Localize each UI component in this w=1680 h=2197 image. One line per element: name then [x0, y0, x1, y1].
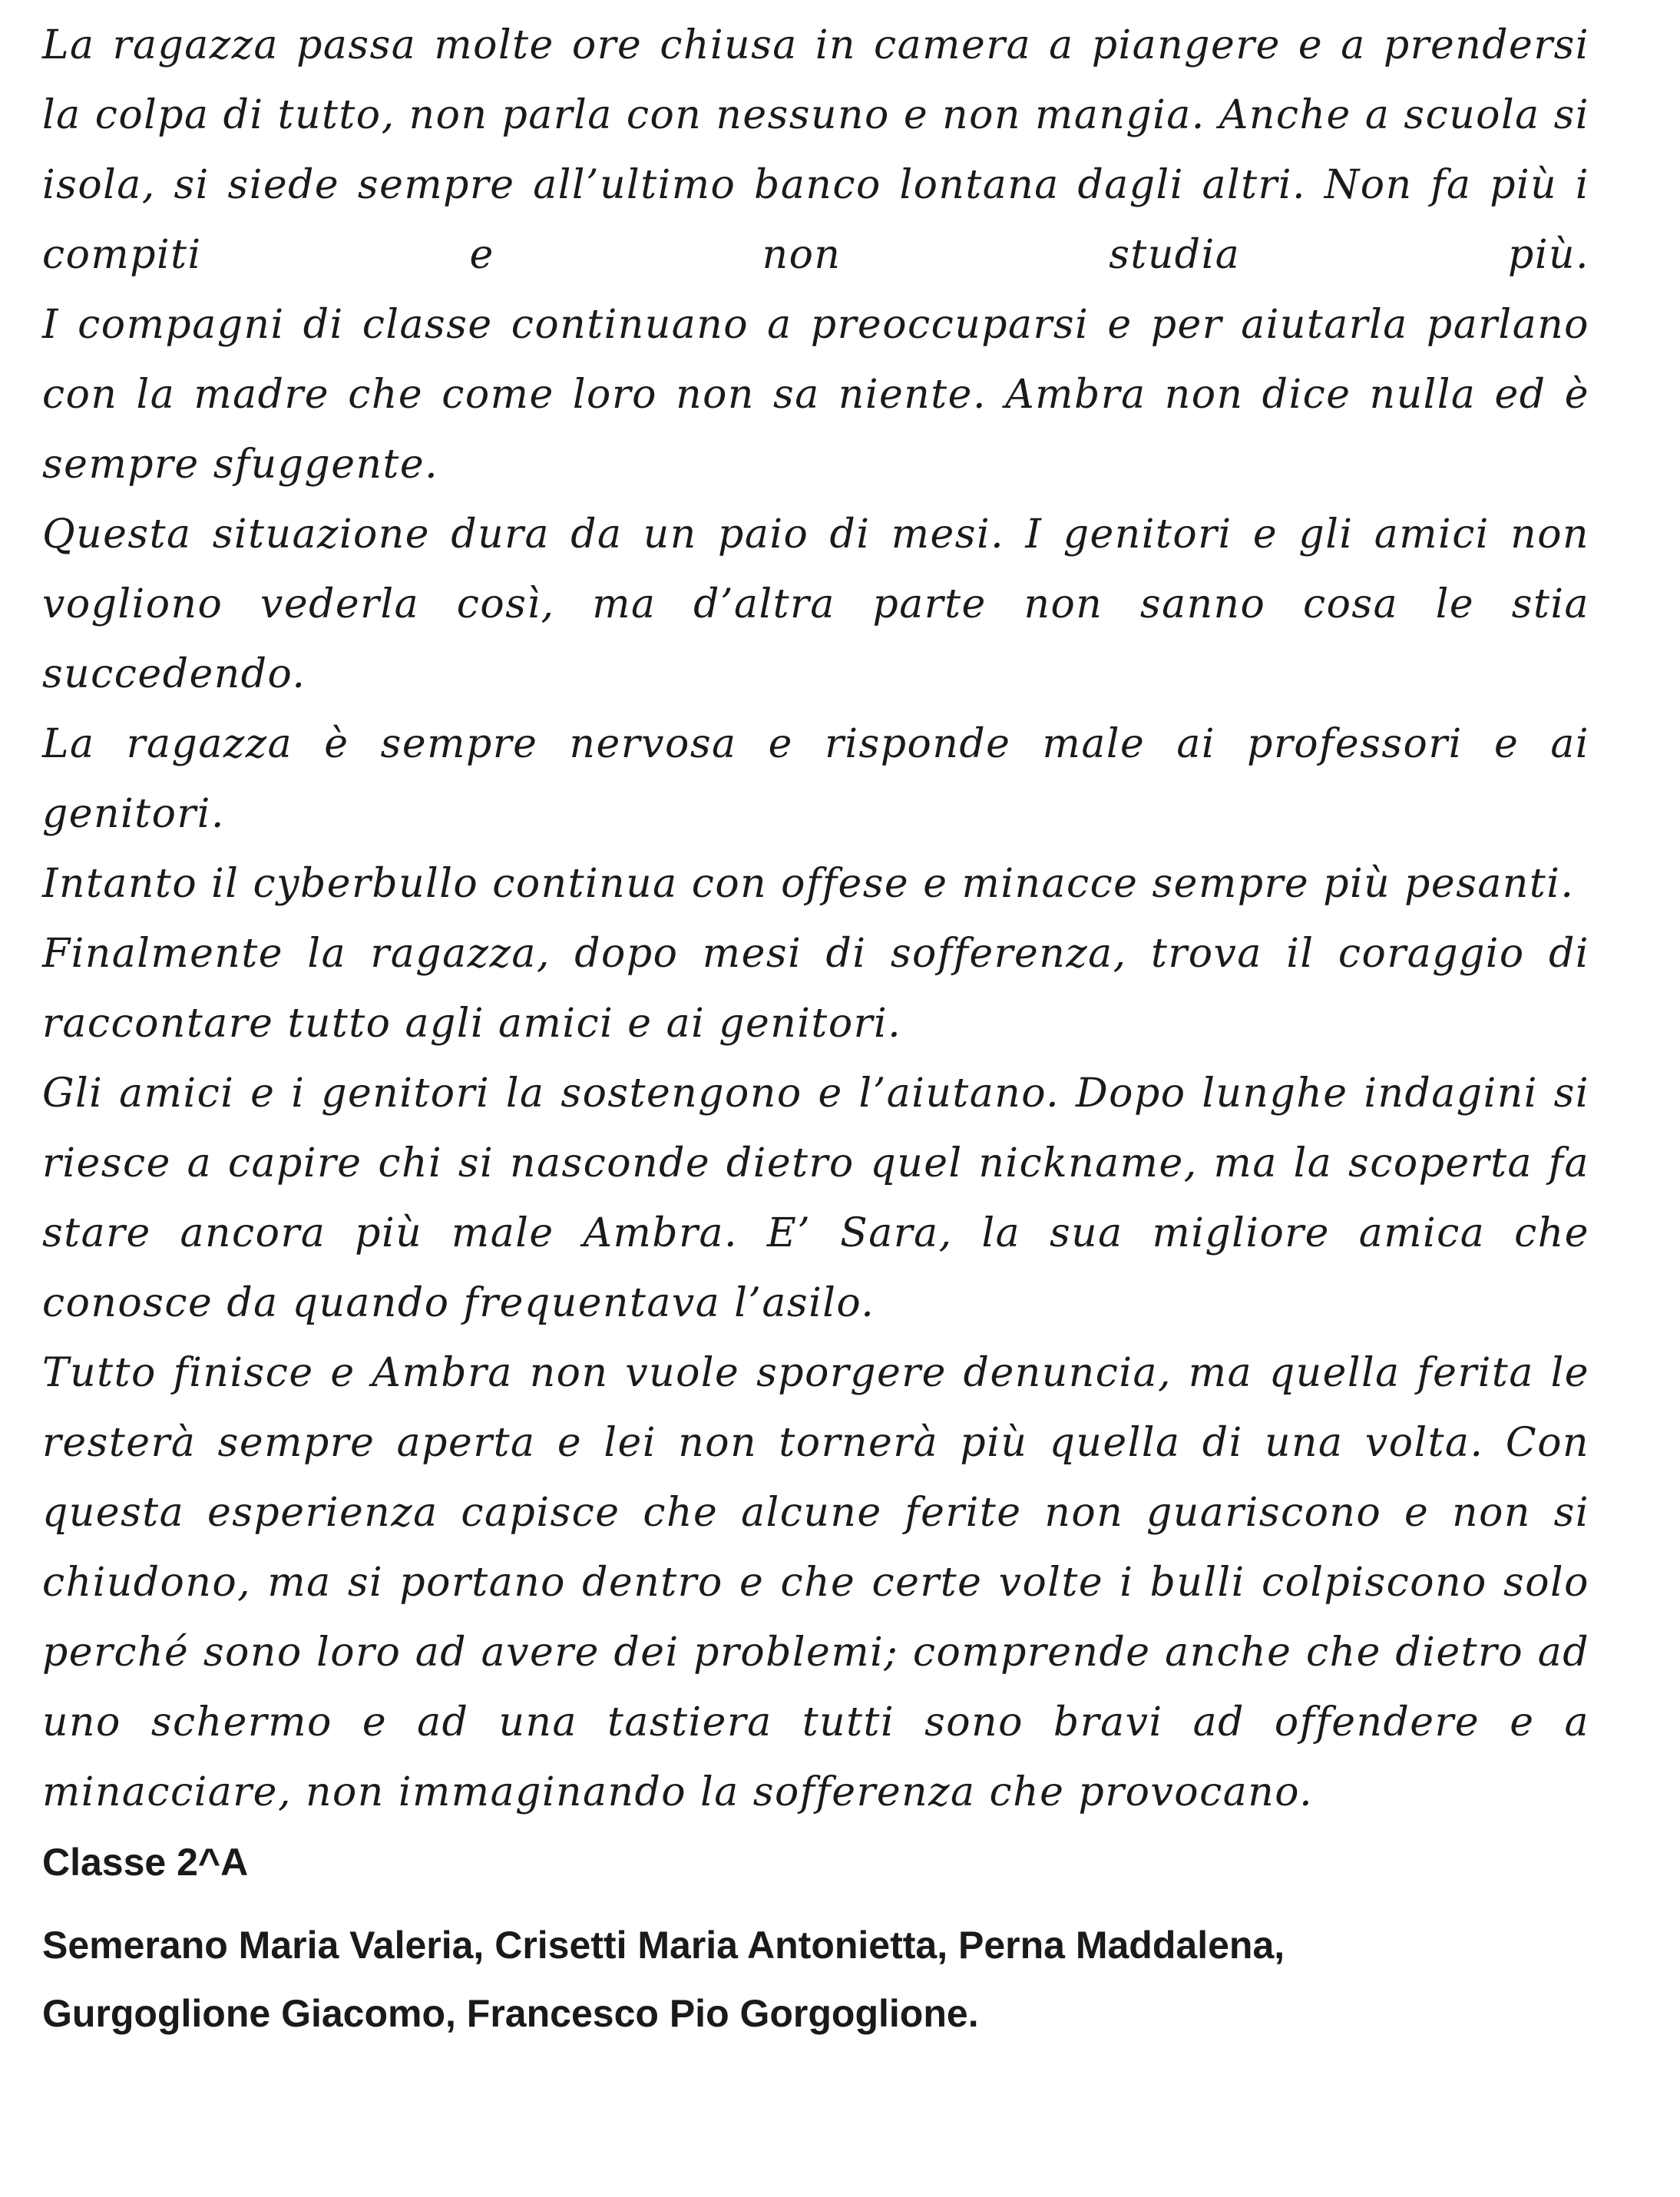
paragraph: Tutto finisce e Ambra non vuole sporgere denuncia, ma quella ferita le resterà sempre aperta e lei non tornerà più quella di una volta. Con questa esperienza capisce che alcune ferite non guariscono e non si chiudono, ma si portano dentro e che certe volte i bulli colpiscono solo perché sono loro ad avere dei problemi; comprende anche che dietro ad uno schermo e ad una tastiera tutti sono bravi ad offendere e a minacciare, non immaginando la sofferenza che provocano. — [42, 1350, 1589, 1815]
class-label: Classe 2^A — [42, 1841, 249, 1884]
document-page — [42, 11, 1589, 2048]
authors-list — [42, 1911, 1589, 2048]
paragraph: Questa situazione dura da un paio di mesi. I genitori e gli amici non vogliono vederla così, ma d’altra parte non sanno cosa le stia succedendo. — [42, 511, 1589, 697]
paragraph: I compagni di classe continuano a preoccuparsi e per aiutarla parlano con la madre che come loro non sa niente. Ambra non dice nulla ed è sempre sfuggente. — [42, 302, 1589, 488]
authors-line: Semerano Maria Valeria, Crisetti Maria Antonietta, Perna Maddalena, — [42, 1924, 1285, 1967]
authors-line: Gurgoglione Giacomo, Francesco Pio Gorgoglione. — [42, 1992, 979, 2035]
paragraph: Gli amici e i genitori la sostengono e l’aiutano. Dopo lunghe indagini si riesce a capire chi si nasconde dietro quel nickname, ma la scoperta fa stare ancora più male Ambra. E’ Sara, la sua migliore amica che conosce da quando frequentava l’asilo. — [42, 1070, 1589, 1326]
paragraph: Intanto il cyberbullo continua con offese e minacce sempre più pesanti. — [42, 861, 1575, 907]
paragraph: La ragazza passa molte ore chiusa in camera a piangere e a prendersi la colpa di tutto, non parla con nessuno e non mangia. Anche a scuola si isola, si siede sempre all’ultimo banco lontana dagli altri. Non fa più i compiti e non studia più. — [42, 22, 1589, 278]
paragraph: La ragazza è sempre nervosa e risponde male ai professori e ai genitori. — [42, 721, 1589, 837]
story-text — [42, 11, 1589, 1828]
paragraph: Finalmente la ragazza, dopo mesi di sofferenza, trova il coraggio di raccontare tutto agli amici e ai genitori. — [42, 931, 1589, 1047]
